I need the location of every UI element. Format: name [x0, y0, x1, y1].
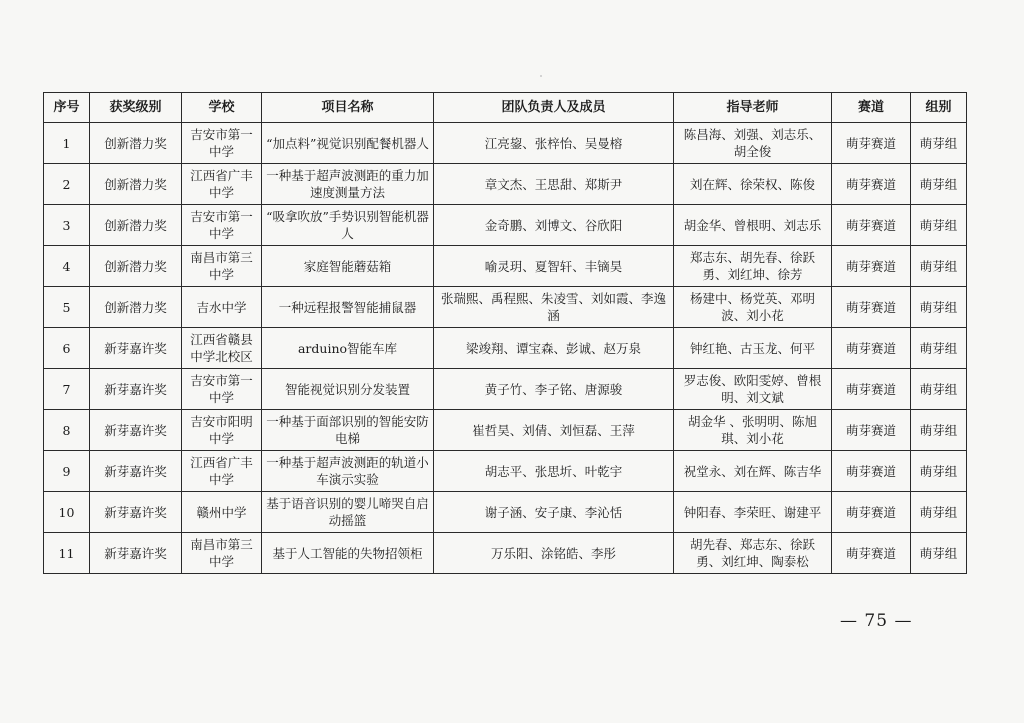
cell-school: 吉水中学 [182, 287, 262, 328]
cell-project-name: 家庭智能蘑菇箱 [262, 246, 434, 287]
cell-school: 赣州中学 [182, 492, 262, 533]
cell-group: 萌芽组 [911, 492, 967, 533]
table-row [44, 246, 967, 287]
cell-index: 3 [44, 205, 90, 246]
cell-group: 萌芽组 [911, 451, 967, 492]
cell-award-level: 新芽嘉许奖 [90, 369, 182, 410]
cell-award-level: 新芽嘉许奖 [90, 533, 182, 574]
cell-school: 吉安市第一中学 [182, 369, 262, 410]
cell-advisors: 胡先春、郑志东、徐跃勇、刘红坤、陶泰松 [674, 533, 832, 574]
cell-advisors: 杨建中、杨党英、邓明波、刘小花 [674, 287, 832, 328]
cell-index: 1 [44, 123, 90, 164]
cell-award-level: 创新潜力奖 [90, 164, 182, 205]
header-project-name: 项目名称 [262, 93, 434, 123]
header-team-members: 团队负责人及成员 [434, 93, 674, 123]
table-row [44, 369, 967, 410]
cell-advisors: 祝堂永、刘在辉、陈吉华 [674, 451, 832, 492]
cell-advisors: 陈昌海、刘强、刘志乐、胡全俊 [674, 123, 832, 164]
cell-index: 10 [44, 492, 90, 533]
cell-award-level: 创新潜力奖 [90, 123, 182, 164]
header-school: 学校 [182, 93, 262, 123]
cell-team-members: 张瑞熙、禹程熙、朱凌雪、刘如霞、李逸涵 [434, 287, 674, 328]
cell-advisors: 罗志俊、欧阳雯婷、曾根明、刘文斌 [674, 369, 832, 410]
cell-school: 江西省广丰中学 [182, 164, 262, 205]
cell-school: 江西省赣县中学北校区 [182, 328, 262, 369]
cell-award-level: 创新潜力奖 [90, 205, 182, 246]
cell-project-name: arduino智能车库 [262, 328, 434, 369]
table-row [44, 451, 967, 492]
cell-award-level: 新芽嘉许奖 [90, 328, 182, 369]
cell-index: 9 [44, 451, 90, 492]
table-row [44, 410, 967, 451]
cell-group: 萌芽组 [911, 369, 967, 410]
header-group: 组别 [911, 93, 967, 123]
cell-school: 江西省广丰中学 [182, 451, 262, 492]
cell-track: 萌芽赛道 [832, 410, 911, 451]
cell-group: 萌芽组 [911, 205, 967, 246]
cell-group: 萌芽组 [911, 328, 967, 369]
cell-school: 南昌市第三中学 [182, 533, 262, 574]
cell-team-members: 万乐阳、涂铭皓、李彤 [434, 533, 674, 574]
cell-track: 萌芽赛道 [832, 328, 911, 369]
header-index: 序号 [44, 93, 90, 123]
cell-group: 萌芽组 [911, 164, 967, 205]
cell-group: 萌芽组 [911, 246, 967, 287]
cell-index: 6 [44, 328, 90, 369]
cell-project-name: 一种远程报警智能捕鼠器 [262, 287, 434, 328]
cell-advisors: 郑志东、胡先春、徐跃勇、刘红坤、徐芳 [674, 246, 832, 287]
cell-project-name: 智能视觉识别分发装置 [262, 369, 434, 410]
cell-advisors: 钟阳春、李荣旺、谢建平 [674, 492, 832, 533]
cell-school: 南昌市第三中学 [182, 246, 262, 287]
cell-award-level: 新芽嘉许奖 [90, 451, 182, 492]
cell-group: 萌芽组 [911, 533, 967, 574]
table-row [44, 492, 967, 533]
table-header-row [44, 93, 967, 123]
header-award-level: 获奖级别 [90, 93, 182, 123]
cell-team-members: 章文杰、王思甜、郑斯尹 [434, 164, 674, 205]
page-number: — 75 — [840, 611, 913, 631]
cell-team-members: 喻灵玥、夏智轩、丰镝昊 [434, 246, 674, 287]
cell-index: 4 [44, 246, 90, 287]
cell-team-members: 金奇鹏、刘博文、谷欣阳 [434, 205, 674, 246]
scan-speck [540, 75, 542, 77]
cell-project-name: 基于语音识别的婴儿啼哭自启动摇篮 [262, 492, 434, 533]
cell-project-name: 一种基于超声波测距的轨道小车演示实验 [262, 451, 434, 492]
cell-team-members: 谢子涵、安子康、李沁恬 [434, 492, 674, 533]
cell-project-name: “加点料”视觉识别配餐机器人 [262, 123, 434, 164]
cell-school: 吉安市第一中学 [182, 205, 262, 246]
cell-project-name: 一种基于超声波测距的重力加速度测量方法 [262, 164, 434, 205]
table-row [44, 205, 967, 246]
cell-track: 萌芽赛道 [832, 451, 911, 492]
header-advisors: 指导老师 [674, 93, 832, 123]
cell-track: 萌芽赛道 [832, 492, 911, 533]
table-row [44, 328, 967, 369]
cell-track: 萌芽赛道 [832, 164, 911, 205]
cell-project-name: 基于人工智能的失物招领柜 [262, 533, 434, 574]
cell-track: 萌芽赛道 [832, 205, 911, 246]
cell-track: 萌芽赛道 [832, 369, 911, 410]
cell-group: 萌芽组 [911, 123, 967, 164]
table-row [44, 164, 967, 205]
cell-track: 萌芽赛道 [832, 533, 911, 574]
cell-index: 8 [44, 410, 90, 451]
table-row [44, 123, 967, 164]
cell-advisors: 胡金华 、张明明、陈旭琪、刘小花 [674, 410, 832, 451]
cell-team-members: 胡志平、张思圻、叶乾宇 [434, 451, 674, 492]
cell-advisors: 刘在辉、徐荣权、陈俊 [674, 164, 832, 205]
cell-track: 萌芽赛道 [832, 123, 911, 164]
cell-team-members: 梁竣翔、谭宝森、彭诚、赵万泉 [434, 328, 674, 369]
cell-index: 2 [44, 164, 90, 205]
cell-advisors: 胡金华、曾根明、刘志乐 [674, 205, 832, 246]
cell-group: 萌芽组 [911, 287, 967, 328]
cell-index: 7 [44, 369, 90, 410]
award-table [43, 92, 967, 574]
table-row [44, 533, 967, 574]
cell-project-name: “吸拿吹放”手势识别智能机器人 [262, 205, 434, 246]
cell-award-level: 新芽嘉许奖 [90, 410, 182, 451]
table-row [44, 287, 967, 328]
cell-award-level: 新芽嘉许奖 [90, 492, 182, 533]
cell-track: 萌芽赛道 [832, 246, 911, 287]
cell-advisors: 钟红艳、古玉龙、何平 [674, 328, 832, 369]
cell-index: 11 [44, 533, 90, 574]
cell-team-members: 黄子竹、李子铭、唐源骏 [434, 369, 674, 410]
cell-team-members: 崔哲昊、刘倩、刘恒磊、王萍 [434, 410, 674, 451]
header-track: 赛道 [832, 93, 911, 123]
cell-team-members: 江亮鋆、张梓怡、吴曼榕 [434, 123, 674, 164]
cell-index: 5 [44, 287, 90, 328]
cell-school: 吉安市阳明中学 [182, 410, 262, 451]
cell-school: 吉安市第一中学 [182, 123, 262, 164]
cell-award-level: 创新潜力奖 [90, 246, 182, 287]
cell-project-name: 一种基于面部识别的智能安防电梯 [262, 410, 434, 451]
cell-award-level: 创新潜力奖 [90, 287, 182, 328]
cell-group: 萌芽组 [911, 410, 967, 451]
cell-track: 萌芽赛道 [832, 287, 911, 328]
